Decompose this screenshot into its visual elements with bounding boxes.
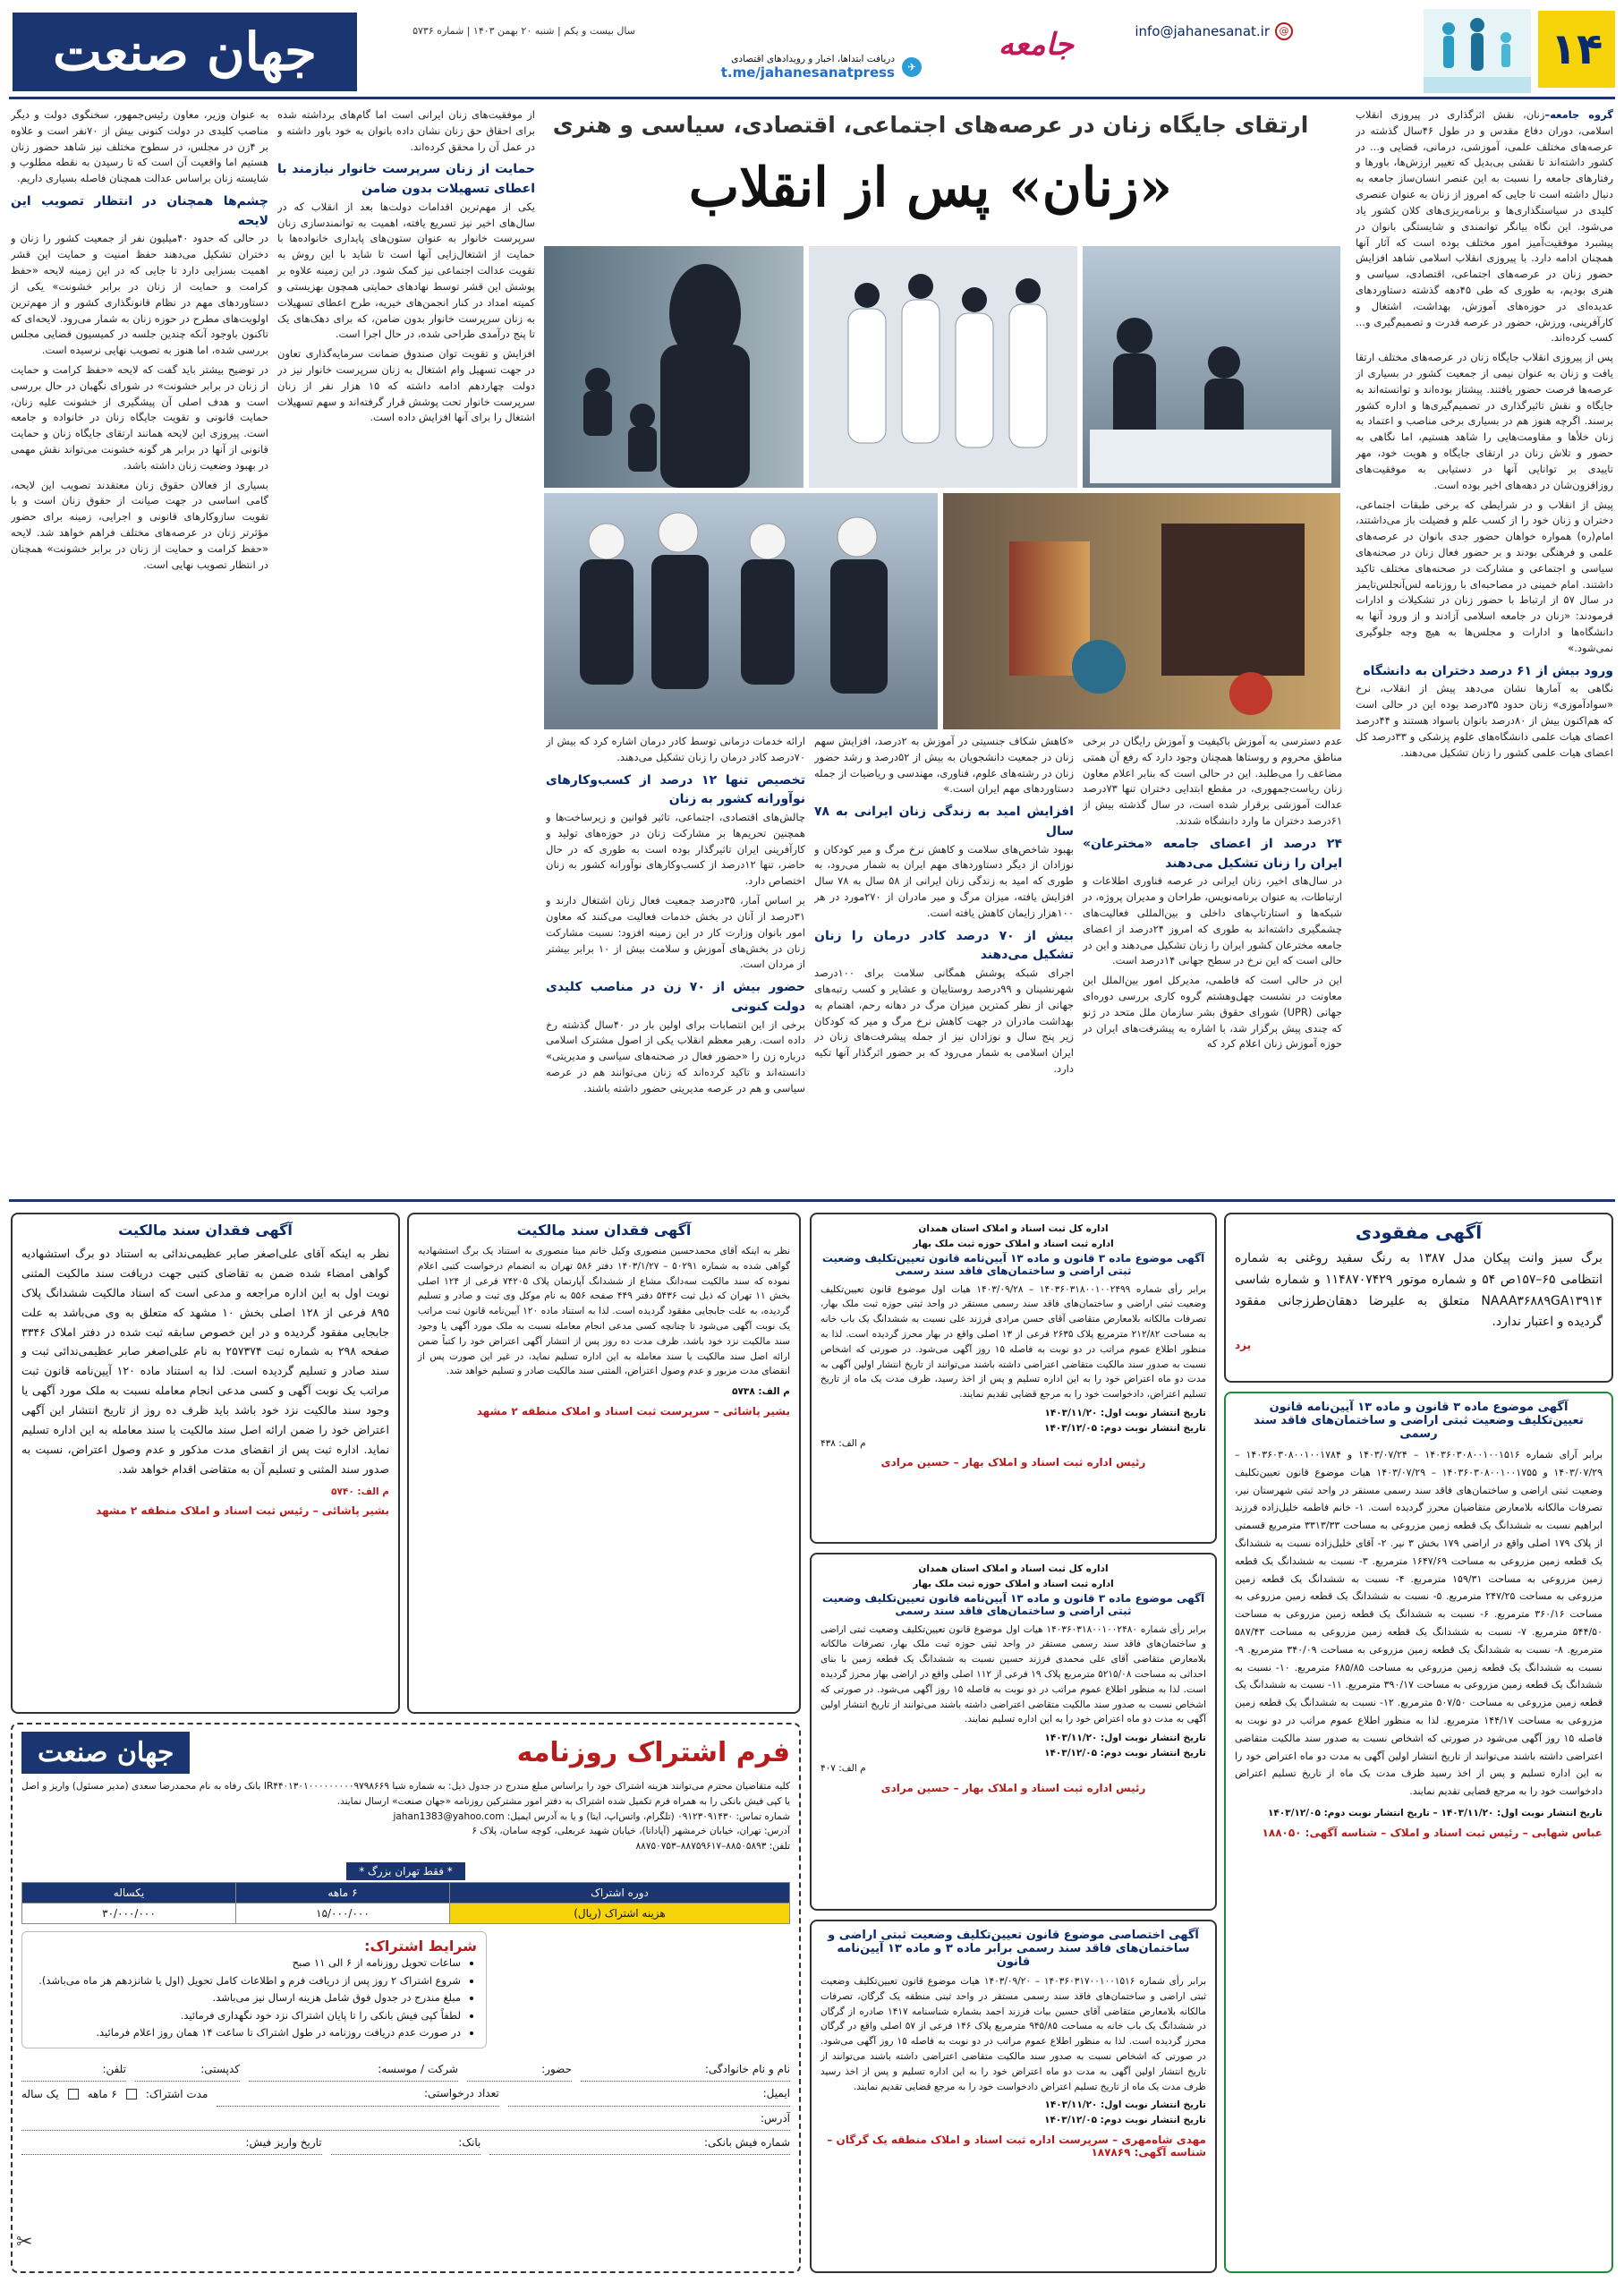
- term-item: • در صورت عدم دریافت روزنامه در طول اشتراک تا ساعت ۱۴ همان روز اعلام فرمائید.: [31, 2024, 461, 2042]
- col2b-text: در سال‌های اخیر، زنان ایرانی در عرصه فناوری اطلاعات و ارتباطات، به عنوان برنامه‌نویس، طراحان و مدیران پروژه، در شبکه‌ها و استارتاپ‌های داخلی و بین‌المللی فعالیت‌های چشمگیری داشته‌اند به طوری که امروز ۲۴درصد از اعضای جامعه مخترعان کشور ایران را زنان تشکیل می‌دهند و این در حالی است که این نرخ در سطح جهانی ۱۴درصد است.: [1083, 874, 1342, 967]
- subheading-8: چشم‌ها همچنان در انتظار تصویب این لایحه: [11, 194, 268, 228]
- ads-divider: [9, 1199, 1615, 1202]
- header-divider: [9, 97, 1615, 99]
- hamedan-ad-1-title: آگهی موضوع ماده ۳ قانون و ماده ۱۳ آیین‌نامه قانون تعیین‌تکلیف وضعیت ثبتی اراضی و ساختمان‌های فاقد سند رسمی: [821, 1251, 1205, 1277]
- telegram-icon: ✈: [902, 57, 922, 77]
- article-column-6: [11, 107, 268, 1190]
- page-number: ۱۴: [1538, 11, 1615, 88]
- col6-text: به عنوان وزیر، معاون رئیس‌جمهور، سخنگوی دولت و دیگر مناصب کلیدی در دولت کنونی بیش از ۷۰نفر است و علاوه بر ۴زن در مجلس، در سطوح مختلف نیز شاهد حضور زنان هستیم اما واقعیت آن است که تا رسیدن به نقطه مطلوب و شایسته زنان براساس عدالت همچنان فاصله بسیاری داریم.: [11, 108, 268, 185]
- terms-title: شرایط اشتراک:: [364, 1937, 477, 1955]
- land-ad-green-dates: تاریخ انتشار نوبت اول: ۱۴۰۳/۱۱/۲۰ – تاریخ انتشار نوبت دوم: ۱۴۰۳/۱۲/۰۵: [1267, 1807, 1603, 1818]
- field-postal-code[interactable]: کدپستی:: [135, 2057, 240, 2082]
- term-item: • شروع اشتراک ۲ روز پس از دریافت فرم و اطلاعات کامل تحویل (اول یا شانزدهم هر ماه می‌باشد).: [31, 1972, 461, 1990]
- deed-lost-ad-1-code: م الف: ۵۷۳۸: [732, 1386, 790, 1398]
- scissors-icon: ✂: [16, 2231, 33, 2253]
- hamedan-ad-1-box: [810, 1213, 1217, 1544]
- col1b-text: پس از پیروزی انقلاب جایگاه زنان در عرصه‌های مختلف ارتقا یافت و زنان به عنوان نیمی از جمعیت کشور در بسیاری از عرصه‌ها فرصت حضور یافتند. پیشتاز بوده‌اند و توانسته‌اند به جایگاه و نقش تاثیرگذاری در تصمیم‌گیری‌ها و اداره کشور برسند. اگرچه هنوز هم در بسیاری برخی مناصب و اعتماد به زنان خلأها و مقاومت‌هایی را شاهد هستیم، اما نگاهی به حضور و تلاش زنان در ارتقای جایگاه و هویت خود، مهر تاییدی بر توانایی آنها در دستیابی به موفقیت‌های روزافزون‌شان در دهه‌های اخیر بوده است.: [1356, 351, 1613, 491]
- subheading-3: افزایش امید به زندگی زنان ایرانی به ۷۸ سال: [814, 805, 1074, 839]
- col4b-text: چالش‌های اقتصادی، اجتماعی، تاثیر قوانین و زیرساخت‌ها و همچنین تحریم‌ها بر مشارکت زنان در حوزه‌های تولید و کارآفرینی ایران تاثیرگذار بوده است به طوری که در حال حاضر، تنها ۱۲درصد از کسب‌وکارهای نوآورانه کشور به زنان اختصاص دارد.: [546, 811, 805, 888]
- issue-line: سال بیست و یکم | شنبه ۲۰ بهمن ۱۴۰۳ | شماره ۵۷۳۶: [412, 25, 635, 37]
- land-ad-green-box: [1224, 1392, 1613, 2273]
- field-period-label: مدت اشتراک:: [145, 2087, 208, 2100]
- col4-text: ارائه خدمات درمانی توسط کادر درمان اشاره کرد که بیش از ۷۰درصد کادر درمان را زنان تشکیل می‌دهند.: [546, 735, 805, 763]
- email-icon: @: [1275, 22, 1293, 40]
- hamedan-ad-1-org: اداره کل ثبت اسناد و املاک استان همدان اداره ثبت اسناد و املاک حوزه ثبت ملک بهار: [913, 1223, 1114, 1249]
- hamedan-ad-2-dates: تاریخ انتشار نوبت اول: ۱۴۰۳/۱۱/۲۰ تاریخ انتشار نوبت دوم: ۱۴۰۳/۱۲/۰۵: [1044, 1733, 1206, 1759]
- hamedan-ad-2-org: اداره کل ثبت اسناد و املاک استان همدان اداره ثبت اسناد و املاک حوزه ثبت ملک بهار: [913, 1563, 1114, 1589]
- article-column-2: [1083, 734, 1342, 1190]
- subheading-4: بیش از ۷۰ درصد کادر درمان را زنان تشکیل می‌دهند: [814, 928, 1074, 963]
- article-column-3: [814, 734, 1074, 1190]
- field-name[interactable]: نام و نام خانوادگی:: [581, 2057, 790, 2082]
- gorgan-ad-body: برابر رأی شماره ۱۴۰۳۶۰۳۱۷۰۰۱۰۰۱۵۱۶ – ۱۴۰۳/۰۹/۲۰ هیات موضوع قانون تعیین‌تکلیف وضعیت ثبتی اراضی و ساختمان‌های فاقد سند رسمی مستقر در واحد ثبتی منطقه یک گرگان، تصرفات مالکانه بلامعارض متقاضی آقای حسین بیات فرزند احمد بشماره شناسنامه ۱۴۱۷ صادره از گرگان در ششدانگ یک باب خانه به مساحت ۹۴۵/۸۵ مترمربع پلاک ۱۴۶ فرعی از ۵۷ اصلی واقع در گرگان محرز گردیده است. لذا به منظور اطلاع عموم مراتب در دو نوبت به فاصله ۱۵ روز آگهی می‌شود. در صورتی که اشخاص نسبت به صدور سند مالکیت متقاضی اعتراضی داشته باشند می‌توانند از تاریخ انتشار اولین آگهی به مدت دو ماه اعتراض خود را به این اداره تسلیم و پس از اخذ رسید ظرف مدت یک ماه از تاریخ تسلیم اعتراض دادخواست خود را به مرجع قضایی تقدیم نمایند.: [821, 1976, 1206, 2092]
- field-job[interactable]: حضور:: [467, 2057, 572, 2082]
- col1c-text: پیش از انقلاب و در شرایطی که برخی طبقات اجتماعی، دختران و زنان خود را از کسب علم و فضیلت باز می‌داشتند، امام(ره) همواره خواهان حضور جدی بانوان در عرصه‌های علمی و فرهنگی بودند و بر حضور فعال زنان در صحنه‌های سیاسی و اجتماعی و مشارکت در صحنه‌های مختلف تاکید داشتند. امام خمینی در مصاحبه‌ای با روزنامه لس‌آنجلس‌تایمز در سال ۵۷ از ارتباط با حضور زنان در تشکیلات و ادارات فرمودند: «زنان در جامعه اسلامی آزادند و از ورود آنها به دانشگاه‌ها و ادارات و مجلس‌ها به هیچ وجه جلوگیری نمی‌شود.»: [1356, 498, 1613, 654]
- hamedan-ad-2-code: م الف: ۴۰۷: [821, 1762, 866, 1774]
- deed-lost-ad-1-box: [407, 1213, 801, 1714]
- col6c-text: در توضیح بیشتر باید گفت که لایحه «حفظ کرامت و حمایت از زنان در برابر خشونت» در شورای نگهبان در حال بررسی است و هدف اصلی آن پیشگیری از خشونت علیه زنان، حمایت قانونی و تقویت جایگاه زنان در خانواده و جامعه است. پیروزی این لایحه همانند ارتقای جایگاه زنان و حمایت قانونی از آنها در برابر هر گونه خشونت می‌تواند نقش مهمی در بهبود وضعیت زنان داشته باشد.: [11, 362, 268, 472]
- table-row-12m: ۳۰/۰۰۰/۰۰۰: [22, 1903, 236, 1923]
- subscription-address: آدرس: تهران، خیابان خرمشهر (آپادانا)، خیابان شهید عربعلی، کوچه سامان، پلاک ۶: [472, 1826, 790, 1837]
- hamedan-ad-2-title: آگهی موضوع ماده ۳ قانون و ماده ۱۳ آیین‌نامه قانون تعیین‌تکلیف وضعیت ثبتی اراضی و ساختمان‌های فاقد سند رسمی: [821, 1591, 1205, 1617]
- hamedan-ad-1-body: برابر رأی شماره ۱۴۰۳۶۰۳۱۸۰۰۱۰۰۲۴۹۹ – ۱۴۰۳/۰۹/۲۸ هیات اول موضوع قانون تعیین‌تکلیف وضعیت ثبتی اراضی و ساختمان‌های فاقد سند رسمی مستقر در واحد ثبتی حوزه ثبت ملک بهار، تصرفات مالکانه بلامعارض متقاضی آقای حسن مرادی فرزند علی نسبت به ششدانگ یک باب خانه به مساحت ۲۱۲/۸۲ مترمربع پلاک ۲۶۳۵ فرعی از ۱۳ اصلی واقع در بهار محرز گردیده است. لذا به منظور اطلاع عموم مراتب در دو نوبت به فاصله ۱۵ روز آگهی می‌شود. در صورتی که اشخاص نسبت به صدور سند مالکیت متقاضی اعتراضی داشته باشند می‌توانند از تاریخ انتشار اولین آگهی به مدت دو ماه اعتراض خود را به این اداره تسلیم و پس از اخذ رسید، ظرف مدت یک ماه از تاریخ تسلیم اعتراض، دادخواست خود را به مرجع قضایی تقدیم نمایند.: [821, 1283, 1207, 1401]
- gorgan-ad-title: آگهی اختصاصی موضوع قانون تعیین‌تکلیف وضعیت ثبتی اراضی و ساختمان‌های فاقد سند رسمی برابر ماده ۳ و ماده ۱۳ آیین‌نامه قانون: [828, 1929, 1199, 1969]
- col2c-text: این در حالی است که فاطمی، مدیرکل امور بین‌الملل ابن معاونت در نشست چهل‌وهشتم گروه کاری بررسی دوره‌ای جهانی (UPR) شورای حقوق بشر سازمان ملل متحد در ژنو که چندی پیش برگزار شد، با اشاره به پیشرفت‌های ایران در حوزه آموزش زنان اعلام کرد که: [1083, 974, 1342, 1051]
- subscription-logo: جهان صنعت: [21, 1732, 190, 1774]
- table-row-6m: ۱۵/۰۰۰/۰۰۰: [235, 1903, 449, 1923]
- field-bank[interactable]: بانک:: [331, 2131, 481, 2155]
- deed-lost-ad-1-body: نظر به اینکه آقای محمدحسین منصوری وکیل خانم مینا منصوری به استناد یک برگ استشهادیه گواهی شده به شماره ۵۰۲۹۱ – ۱۴۰۳/۱/۲۷ دفتر ۵۸۶ تهران به انضمام درخواست کتبی اعلام نموده که سند مالکیت سه‌دانگ مشاع از ششدانگ آپارتمان پلاک ۷۴۲۰۵ فرعی از ۱۲۴ اصلی بخش ۱۱ تهران که ذیل ثبت ۵۴۳۶ دفتر ۴۴۹ صفحه ۵۵۶ به نام موکل وی ثبت و صادر و تسلیم گردیده، به علت جابجایی مفقود گردیده است. لذا به استناد ماده ۱۲۰ آیین‌نامه قانون ثبت مراتب یک نوبت آگهی می‌شود تا چنانچه کسی مدعی انجام معامله نسبت به ملک مورد آگهی یا وجود سند مالکیت نزد خود باشد، ظرف مدت ده روز پس از انتشار آگهی اعتراض خود را کتباً ضمن ارائه اصل سند مالکیت یا سند معامله به این اداره تسلیم نماید، در غیر این صورت پس از انقضای مدت مزبور و عدم وصول اعتراض، المثنی سند مالکیت صادر و تسلیم خواهد شد.: [418, 1246, 791, 1377]
- telegram-note: دریافت ابتدا‌ها، اخبار و رویدادهای اقتصادی: [731, 54, 895, 64]
- table-head-6m: ۶ ماهه: [235, 1882, 449, 1903]
- col6d-text: بسیاری از فعالان حقوق زنان معتقدند تصویب این لایحه، گامی اساسی در جهت صیانت از حقوق زنان است و با تقویت سازوکارهای قانونی و اجرایی، زمینه برای حضور مؤثرتر زنان در عرصه‌های مختلف فراهم خواهد شد. لایحه «حفظ کرامت و حمایت از زنان در برابر خشونت» همچنان در انتظار تصویب نهایی است.: [11, 478, 268, 571]
- col5c-text: افزایش و تقویت توان صندوق ضمانت سرمایه‌گذاری تعاون در جهت تسهیل وام اشتغال به زنان سرپرست خانوار نیز در دولت چهاردهم ادامه داشته که ۱۵ هزار نفر از زنان سرپرست خانوار تحت پوشش قرار گرفته‌اند و سهم تسهیلات اشتغال را برای آنها افزایش داده است.: [277, 347, 535, 424]
- article-column-1: [1356, 107, 1613, 1190]
- hamedan-ad-1-dates: تاریخ انتشار نوبت اول: ۱۴۰۳/۱۱/۲۰ تاریخ انتشار نوبت دوم: ۱۴۰۳/۱۲/۰۵: [1044, 1407, 1206, 1434]
- checkbox-12m[interactable]: [68, 2089, 79, 2099]
- subheading-6: حضور بیش از ۷۰ زن در مناصب کلیدی دولت کنونی: [546, 980, 805, 1014]
- article-photo-collage: [544, 246, 1340, 729]
- field-email[interactable]: ایمیل:: [508, 2082, 790, 2106]
- article-kicker: ارتقای جایگاه زنان در عرصه‌های اجتماعی، اقتصادی، سیاسی و هنری: [552, 112, 1309, 138]
- subscription-intro: کلیه متقاضیان محترم می‌توانند هزینه اشتراک خود را براساس مبلغ مندرج در جدول ذیل: به شماره شبا IR۴۴۰۱۳۰۱۰۰۰۰۰۰۰۰۰۹۷۹۸۶۶۹ بانک رفاه به نام محمدرضا سعدی (مدیر مسئول) واریز و اصل یا کپی فیش بانکی را به همراه فرم تکمیل شده اشتراک به دفتر امور مشترکین روزنامه «جهان صنعت» ارسال نمایند.: [21, 1781, 790, 1807]
- field-count[interactable]: تعداد درخواستی:: [217, 2082, 498, 2106]
- telegram-link[interactable]: t.me/jahanesanatpress: [720, 64, 895, 81]
- land-ad-green-title: آگهی موضوع ماده ۳ قانون و ماده ۱۳ آیین‌نامه قانون تعیین‌تکلیف وضعیت ثبتی اراضی و ساختمان‌های فاقد سند رسمی: [1254, 1401, 1584, 1441]
- lost-ad-box: [1224, 1213, 1613, 1383]
- section-title: جامعه: [998, 27, 1074, 63]
- subscription-title: فرم اشتراک روزنامه: [516, 1737, 790, 1768]
- lead-label: گروه جامعه–: [1544, 108, 1613, 121]
- subscription-contact: شماره تماس: ۰۹۱۲۳۰۹۱۴۳۰ (تلگرام، واتس‌اپ، ایتا) و یا به آدرس ایمیل: jahan1383@yahoo.com: [393, 1810, 790, 1822]
- deed-lost-ad-1-signature: بشیر پاشائی – سرپرست ثبت اسناد و املاک منطقه ۲ مشهد: [476, 1404, 790, 1418]
- col6b-text: در حالی که حدود ۴۰میلیون نفر از جمعیت کشور را زنان و دختران تشکیل می‌دهند حفظ امنیت و حمایت این قشر اهمیت بسزایی دارد تا جایی که در این زمینه لایحه «حفظ کرامت و حمایت از زنان در برابر خشونت» یکی از دستاوردهای مهم در نظام قانونگذاری کشور و از مهم‌ترین اولویت‌های مطرح در حوزه زنان به شمار می‌رود. لایحه‌ای که تاکنون باوجود آنکه چندین جلسه در کمیسیون قضایی مجلس بررسی شده، اما هنوز به تصویب نهایی نرسیده است.: [11, 232, 268, 357]
- col4d-text: برخی از این انتصابات برای اولین بار در ۴۰سال گذشته رخ داده است. رهبر معظم انقلاب یکی از اصول مشترک اسلامی درباره زن را «حضور فعال در صحنه‌های سیاسی و مدیریتی» دانسته‌اند و تاکید کرده‌اند که زنان می‌توانند هم در عرصه سیاسی و هم در عرصه مدیریتی حضور داشته باشند.: [546, 1018, 805, 1094]
- field-receipt[interactable]: شماره فیش بانکی:: [489, 2131, 790, 2155]
- deed-lost-ad-2-box: [11, 1213, 400, 1714]
- subheading-5: تخصیص تنها ۱۲ درصد از کسب‌وکارهای نوآورانه کشور به زنان: [546, 772, 805, 807]
- subscription-phone: تلفن: ۸۸۵۰۵۸۹۳–۸۸۷۵۹۶۱۷–۸۸۷۵۰۷۵۳: [635, 1841, 790, 1852]
- family-illustration: [1424, 9, 1531, 93]
- article-column-5: [277, 107, 535, 1190]
- lost-ad-city: یزد: [1235, 1339, 1252, 1352]
- col1-text: زنان، نقش اثرگذاری در پیروزی انقلاب اسلامی، دوران دفاع مقدس و در طول ۴۶سال گذشته در عرصه‌های مختلف علمی، آموزشی، درمانی، قضایی و... در کشور داشته‌اند تا نقشی بی‌بدیل که تغییر ارزش‌ها، باورها و رفتارهای جامعه را نسبت به این عنصر انسان‌ساز جامعه به دنبال داشته است تا جایی که امروز از زنان به عنوان عنصری کلیدی در سیاستگذاری‌ها و برنامه‌ریزی‌های کلان کشور یاد می‌شود. این نگاه بیانگر توانمندی و شایستگی بانوان در پیشبرد موفقیت‌آمیز امور مختلف بوده است که آثار آنها همچنان ادامه دارد. با پیروزی انقلاب اسلامی شاهد افزایش حضور زنان در عرصه‌های اجتماعی، اقتصادی، سیاسی و هنری بودیم، به طوری که طی ۴۵دهه گذشته دستاوردهای عدیده‌ای در حوزه‌های آموزش، بهداشت، اشتغال و کارآفرینی، ورزش، حضور در عرصه قدرت و تصمیم‌گیری و... کسب کرده‌اند.: [1356, 108, 1613, 345]
- checkbox-6m[interactable]: [126, 2089, 137, 2099]
- newspaper-logo: جهان صنعت: [13, 13, 357, 91]
- gorgan-ad-dates: تاریخ انتشار نوبت اول: ۱۴۰۳/۱۱/۲۰ تاریخ انتشار نوبت دوم: ۱۴۰۳/۱۲/۰۵: [1044, 2099, 1206, 2126]
- table-head-12m: یکساله: [22, 1882, 236, 1903]
- col3-text: «کاهش شکاف جنسیتی در آموزش به ۲درصد، افزایش سهم زنان در جمعیت دانشجویان به بیش از ۵۲درصد و رشد حضور زنان در رشته‌های علوم، فناوری، مهندسی و ریاضیات از جمله دستاوردهای مهم ایران است.»: [814, 735, 1074, 796]
- col5b-text: یکی از مهم‌ترین اقدامات دولت‌ها بعد از انقلاب که در سال‌های اخیر نیز تسریع یافته، اهمیت به توانمندسازی زنان سرپرست خانوار به عنوان ستون‌های پایداری خانواده‌ها با حمایت از اشتغال‌زایی آنها است تا شاید با این روش به تقویت عدالت اجتماعی نیز کمک شود. در این زمینه علاوه بر پوشش این قشر توسط نهادهای حمایتی همچون بهزیستی و کمیته امداد در کنار انجمن‌های خیریه، طرح اعطای تسهیلات به زنان سرپرست خانوار بدون ضامن، که برای دهک‌های یک تا پنج درآمدی طراحی شده، در حال اجرا است.: [277, 200, 535, 341]
- email-address: info@jahanesanat.ir: [1135, 23, 1270, 39]
- col3b-text: بهبود شاخص‌های سلامت و کاهش نرخ مرگ و میر کودکان و نوزادان از دیگر دستاوردهای مهم ایران به شمار می‌رود، به طوری که امید به زندگی زنان ایرانی از ۵۸ سال به ۷۸ سال افزایش یافته، میزان مرگ و میر مادران از ۲۷۰مورد در هر ۱۰۰هزار زایمان کاهش یافته است.: [814, 842, 1074, 919]
- table-row-label: هزینه اشتراک (ریال): [449, 1903, 789, 1923]
- field-date[interactable]: تاریخ واریز فیش:: [21, 2131, 322, 2155]
- hamedan-ad-2-box: [810, 1553, 1217, 1911]
- term-item: • لطفاً کپی فیش بانکی را تا پایان اشتراک نزد خود نگهداری فرمائید.: [31, 2007, 461, 2025]
- subscription-price-table: [21, 1882, 790, 1924]
- term-item: • مبلغ مندرج در جدول فوق شامل هزینه ارسال نیز می‌باشد.: [31, 1989, 461, 2007]
- article-title: «زنان» پس از انقلاب: [688, 157, 1173, 219]
- label-6m: ۶ ماهه: [87, 2087, 117, 2100]
- col3c-text: اجرای شبکه پوشش همگانی سلامت برای ۱۰۰درصد شهرنشینان و ۹۹درصد روستاییان و عشایر و کسب رتبه‌های جهانی از نظر کمترین میزان مرگ در دهانه رحم، اهتمام به بهداشت مادران در جهت کاهش نرخ مرگ و میر که کودکان زیر پنج سال و نوزادان نیز از جمله پیشرفت‌های زنان در ایران اسلامی به شمار می‌رود که بر حضور اثرگذار آنها تکیه دارد.: [814, 967, 1074, 1075]
- label-12m: یک ساله: [21, 2087, 59, 2100]
- land-ad-green-body: برابر آرای شماره ۱۴۰۳۶۰۳۰۸۰۰۱۰۰۱۵۱۶ – ۱۴۰۳/۰۷/۲۴ و ۱۴۰۳۶۰۳۰۸۰۰۱۰۰۱۷۸۴ – ۱۴۰۳/۰۷/۲۹ و ۱۴۰۳۶۰۳۰۸۰۰۱۰۰۱۷۵۵ – ۱۴۰۳/۰۷/۲۹ هیات موضوع قانون تعیین‌تکلیف وضعیت ثبتی اراضی و ساختمان‌های فاقد سند رسمی مستقر در واحد ثبتی شهرستان نیر، تصرفات مالکانه بلامعارض متقاضیان محرز گردیده است. ۱- خانم فاطمه خلیل‌زاده فرزند ابراهیم نسبت به ششدانگ یک قطعه زمین مزروعی به مساحت ۳۳۱۳/۳۳ مترمربع قسمتی از پلاک ۱۷۹ اصلی واقع در اراضی ۱۷۹ بخش ۳ نیر. ۲- آقای خلیل‌زاده نسبت به ششدانگ یک قطعه زمین مزروعی به مساحت ۱۶۴۷/۶۹ مترمربع. ۳- نسبت به ششدانگ یک قطعه زمین مزروعی به مساحت ۱۵۹/۳۱ مترمربع. ۴- نسبت به ششدانگ یک قطعه زمین مزروعی به مساحت ۲۴۷/۲۵ مترمربع. ۵- نسبت به ششدانگ یک قطعه زمین مزروعی به مساحت ۳۶۰/۱۶ مترمربع. ۶- نسبت به ششدانگ یک قطعه زمین مزروعی به مساحت ۵۴۴/۵۰ مترمربع. ۷- نسبت به ششدانگ یک قطعه زمین مزروعی به مساحت ۵۸۷/۴۳ مترمربع. ۸- نسبت به ششدانگ یک قطعه زمین مزروعی به مساحت ۳۴۰/۰۹ مترمربع. ۹- نسبت به ششدانگ یک قطعه زمین مزروعی به مساحت ۶۸۵/۸۵ مترمربع. ۱۰- نسبت به ششدانگ یک قطعه زمین مزروعی به مساحت ۳۹۰/۱۷ مترمربع. ۱۱- نسبت به ششدانگ یک قطعه زمین مزروعی به مساحت ۵۰۷/۵۰ مترمربع. ۱۲- نسبت به ششدانگ یک قطعه زمین مزروعی به مساحت ۱۴۴/۱۷ مترمربع. لذا به منظور اطلاع عموم مراتب در دو نوبت به فاصله ۱۵ روز آگهی می‌شود در صورتی که اشخاص نسبت به صدور سند مالکیت متقاضی اعتراضی داشته باشند می‌توانند از تاریخ انتشار اولین آگهی به مدت دو ماه اعتراض خود را به این اداره تسلیم و پس از اخذ رسید ظرف مدت یک ماه از تاریخ تسلیم اعتراض دادخواست خود را به مرجع قضایی تقدیم نمایند.: [1235, 1449, 1603, 1798]
- subheading-7: حمایت از زنان سرپرست خانوار نیازمند با اعطای تسهیلات بدون ضامن: [277, 162, 535, 197]
- col4c-text: بر اساس آمار، ۳۵درصد جمعیت فعال زنان اشتغال دارند و ۳۱درصد از آنان در بخش خدمات فعالیت می‌کنند که معاون امور بانوان وزارت کار در این زمینه افزود: نسبت مشارکت زنان در بخش‌های آموزش و سلامت بیش از ۱۰ برابر بیشتر از مردان است.: [546, 894, 805, 971]
- field-phone[interactable]: تلفن:: [21, 2057, 126, 2082]
- land-ad-green-signature: عباس شهابی – رئیس ثبت اسناد و املاک – شناسه آگهی: ۱۸۸۰۵۰: [1262, 1826, 1603, 1839]
- subheading-2: ۲۴ درصد از اعضای جامعه «مخترعان» ایران را زنان تشکیل می‌دهند: [1083, 836, 1342, 871]
- field-company[interactable]: شرکت / موسسه:: [249, 2057, 458, 2082]
- field-address[interactable]: آدرس:: [21, 2107, 790, 2131]
- hamedan-ad-1-signature: رئیس اداره ثبت اسناد و املاک بهار – حسین مرادی: [880, 1456, 1146, 1469]
- col2-text: عدم دسترسی به آموزش باکیفیت و آموزش رایگان در برخی مناطق محروم و روستاها همچنان وجود دارد که رفع آن همتی مضاعف را می‌طلبد. این در حالی است که بنابر اعلام معاون زنان ریاست‌جمهوری، در مقطع ابتدایی دختران تنها ۷۳درصد عدالت آموزشی برقرار شده است، در سال گذشته بیش از ۶۱درصد دختران ما وارد دانشگاه شدند.: [1083, 735, 1342, 828]
- hamedan-ad-2-body: برابر رأی شماره ۱۴۰۳۶۰۳۱۸۰۰۱۰۰۲۴۸۰ هیات اول موضوع قانون تعیین‌تکلیف وضعیت ثبتی اراضی و ساختمان‌های فاقد سند رسمی مستقر در واحد ثبتی حوزه ثبت ملک بهار، تصرفات مالکانه بلامعارض متقاضی آقای علی محمدی فرزند حسین نسبت به ششدانگ یک قطعه زمین با بنای احداثی به مساحت ۵۲۱۵/۰۸ مترمربع پلاک ۱۹ فرعی از ۱۱۲ اصلی واقع در اراضی بهار محرز گردیده است. لذا به منظور اطلاع عموم مراتب در دو نوبت به فاصله ۱۵ روز آگهی می‌شود. در صورتی که اشخاص نسبت به صدور سند مالکیت متقاضی اعتراضی داشته باشند می‌توانند از تاریخ انتشار اولین آگهی به مدت دو ماه اعتراض خود را به این اداره تسلیم نمایند.: [821, 1623, 1206, 1725]
- subheading-1: ورود بیش از ۶۱ درصد دختران به دانشگاه: [1363, 663, 1613, 678]
- subscription-terms: [21, 1931, 487, 2048]
- table-head-period: دوره اشتراک: [449, 1882, 789, 1903]
- email-box[interactable]: [1114, 20, 1293, 43]
- term-item: • ساعات تحویل روزنامه از ۶ الی ۱۱ صبح: [31, 1955, 461, 1972]
- subscription-form: [11, 1723, 801, 2273]
- article-column-4: [546, 734, 805, 1190]
- deed-lost-ad-2-title: آگهی فقدان سند مالکیت: [118, 1222, 293, 1239]
- tehran-badge: * فقط تهران بزرگ *: [346, 1862, 465, 1880]
- lost-ad-body: برگ سبز وانت پیکان مدل ۱۳۸۷ به رنگ سفید روغنی به شماره انتظامی ۶۵–۱۵۷ص ۵۴ و شماره موتور ۱۱۴۸۷۰۷۴۲۹ و شماره شاسی NAAA۳۶۸۸۹GA۱۳۹۱۴ متعلق به علیرضا دهقان‌طرزجانی مفقود گردیده و اعتبار ندارد.: [1235, 1251, 1603, 1330]
- gorgan-ad-box: [810, 1920, 1217, 2273]
- deed-lost-ad-2-body: نظر به اینکه آقای علی‌اصغر صابر عظیمی‌ندائی به استناد دو برگ استشهادیه گواهی امضاء شده ضمن به تقاضای کتبی جهت دریافت سند مالکیت المثنی نوبت اول به این اداره مراجعه و مدعی است که اسناد مالکیت ششدانگ پلاک ۸۹۵ فرعی از ۱۲۸ اصلی بخش ۱۰ مشهد که متعلق به وی می‌باشد به علت جابجایی مفقود گردیده و در این خصوص سابقه ثبت شده در دفتر املاک ۳۳۴۶ صفحه ۲۹۸ به شماره ثبت ۲۵۷۳۷۴ به نام علی‌اصغر صابر عظیمی‌ندائی ثبت و سند صادر و تسلیم گردیده است. لذا به استناد ماده ۱۲۰ آیین‌نامه قانون ثبت مراتب یک نوبت آگهی و کسی مدعی انجام معامله نسبت به ملک مورد آگهی یا وجود سند مالکیت نزد خود باشد باید ظرف ده روز از تاریخ انتشار این آگهی اعتراض خود را ضمن ارائه اصل سند مالکیت یا سند معامله به این اداره تسلیم نماید. اداره ثبت پس از انقضای مدت مذکور و عدم وصول اعتراض، نسبت به صدور سند المثنی و تسلیم آن به متقاضی اقدام خواهد شد.: [21, 1247, 390, 1476]
- hamedan-ad-1-code: م الف: ۴۳۸: [821, 1437, 866, 1449]
- deed-lost-ad-2-code: م الف: ۵۷۴۰: [331, 1486, 389, 1497]
- gorgan-ad-signature: مهدی شاه‌مهری – سرپرست اداره ثبت اسناد و املاک منطقه یک گرگان – شناسه آگهی: ۱۸۷۸۶۹: [827, 2133, 1206, 2159]
- sub1-text: نگاهی به آمارها نشان می‌دهد پیش از انقلاب، نرخ «سوادآموزی» زنان حدود ۳۵درصد بوده این در حالی است که هم‌اکنون بیش از ۸۰درصد بانوان باسواد هستند و ۴۴درصد اعضای هیات علمی دانشگاه‌های علوم پزشکی و ۳۳درصد کل اعضای هیات علمی کشور را زنان تشکیل می‌دهند.: [1356, 682, 1613, 759]
- subscription-fields: [21, 2057, 790, 2156]
- deed-lost-ad-1-title: آگهی فقدان سند مالکیت: [516, 1222, 692, 1239]
- lost-ad-title: آگهی مفقودی: [1355, 1222, 1483, 1243]
- col5-text: از موفقیت‌های زنان ایرانی است اما گام‌های برداشته شده برای احقاق حق زنان نشان داده بانوان به خود باور داشته و در عمل آن را محقق کرده‌اند.: [277, 108, 535, 153]
- telegram-box[interactable]: [662, 54, 922, 81]
- hamedan-ad-2-signature: رئیس اداره ثبت اسناد و املاک بهار – حسین مرادی: [880, 1781, 1146, 1794]
- deed-lost-ad-2-signature: بشیر پاشائی – رئیس ثبت اسناد و املاک منطقه ۲ مشهد: [96, 1504, 389, 1518]
